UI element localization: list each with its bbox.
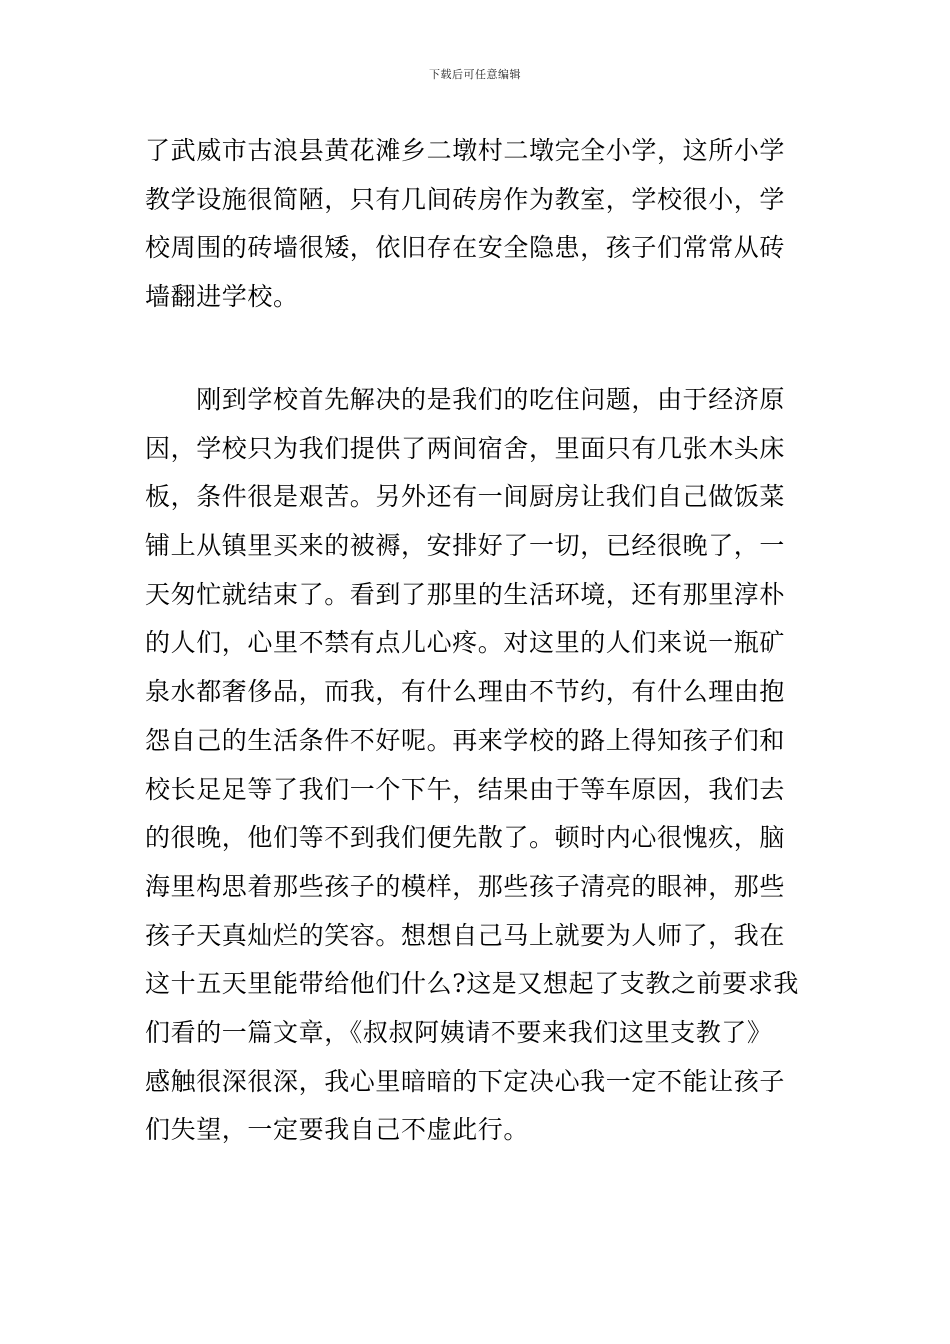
text-line: 因，学校只为我们提供了两间宿舍，里面只有几张木头床 (145, 433, 786, 463)
text-line: 孩子天真灿烂的笑容。想想自己马上就要为人师了，我在 (145, 920, 786, 950)
text-line: 们看的一篇文章，《叔叔阿姨请不要来我们这里支教了》 (145, 1017, 773, 1047)
text-line: 校长足足等了我们一个下午，结果由于等车原因，我们去 (145, 774, 786, 804)
text-line: 铺上从镇里买来的被褥，安排好了一切，已经很晚了，一 (145, 531, 786, 561)
text-line: 泉水都奢侈品，而我，有什么理由不节约，有什么理由抱 (145, 677, 786, 707)
text-line: 刚到学校首先解决的是我们的吃住问题，由于经济原 (145, 385, 786, 414)
text-line: 板，条件很是艰苦。另外还有一间厨房让我们自己做饭菜 (145, 482, 786, 512)
text-line: 这十五天里能带给他们什么?这是又想起了支教之前要求我 (145, 969, 800, 999)
text-line: 怨自己的生活条件不好呢。再来学校的路上得知孩子们和 (145, 725, 786, 755)
text-line: 墙翻进学校。 (145, 282, 299, 312)
page-header: 下载后可任意编辑 (429, 68, 521, 81)
text-line: 了武威市古浪县黄花滩乡二墩村二墩完全小学，这所小学 (145, 136, 786, 165)
paragraph-1 (145, 127, 805, 322)
text-line: 感触很深很深，我心里暗暗的下定决心我一定不能让孩子 (145, 1066, 786, 1096)
text-line: 们失望，一定要我自己不虚此行。 (145, 1115, 530, 1145)
text-line: 海里构思着那些孩子的模样，那些孩子清亮的眼神，那些 (145, 871, 786, 901)
paragraph-2 (145, 376, 805, 1155)
text-line: 教学设施很简陋，只有几间砖房作为教室，学校很小，学 (145, 184, 786, 214)
text-line: 天匆忙就结束了。看到了那里的生活环境，还有那里淳朴 (145, 579, 786, 609)
text-line: 校周围的砖墙很矮，依旧存在安全隐患，孩子们常常从砖 (145, 233, 786, 263)
text-line: 的人们，心里不禁有点儿心疼。对这里的人们来说一瓶矿 (145, 628, 786, 658)
text-line: 的很晚，他们等不到我们便先散了。顿时内心很愧疚，脑 (145, 823, 786, 853)
